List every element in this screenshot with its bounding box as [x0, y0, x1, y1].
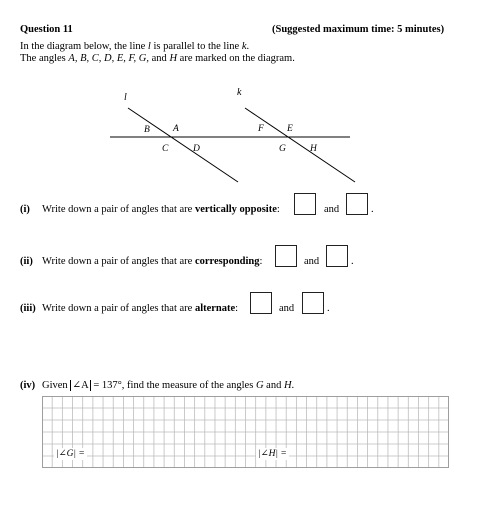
angle-A-notation: ∠A [72, 380, 89, 391]
part-ii-answer-box-2[interactable] [326, 245, 348, 267]
label-A: A [173, 124, 179, 134]
part-i-and: and [324, 204, 340, 215]
part-iii-and: and [279, 303, 295, 314]
part-i-text: (i) Write down a pair of angles that are vertically opposite: [20, 204, 280, 215]
label-C: C [162, 144, 169, 154]
angle-G-answer-label: |∠G| = [56, 449, 85, 459]
intro-line-2: The angles A, B, C, D, E, F, G, and H are marked on the diagram. [20, 53, 295, 64]
label-G: G [279, 144, 286, 154]
label-H: H [310, 144, 317, 154]
label-B: B [144, 125, 150, 135]
label-F: F [258, 124, 264, 134]
part-iii-text: (iii) Write down a pair of angles that are alternate: [20, 303, 239, 314]
part-i-answer-box-2[interactable] [346, 193, 368, 215]
label-k: k [237, 87, 242, 98]
answer-grid[interactable] [42, 396, 449, 468]
part-ii-period: . [351, 256, 354, 267]
line-k [245, 108, 355, 182]
intro-line-1: In the diagram below, the line l is parallel to the line k. [20, 41, 250, 52]
part-i-period: . [371, 204, 374, 215]
part-iii-answer-box-1[interactable] [250, 292, 272, 314]
part-ii-and: and [304, 256, 320, 267]
part-iii-answer-box-2[interactable] [302, 292, 324, 314]
angle-H-answer-label: |∠H| = [258, 449, 287, 459]
suggested-time: (Suggested maximum time: 5 minutes) [272, 24, 445, 35]
line-l [128, 108, 238, 182]
part-i-answer-box-1[interactable] [294, 193, 316, 215]
part-ii-text: (ii) Write down a pair of angles that are corresponding: [20, 256, 263, 267]
question-title: Question 11 [20, 24, 73, 35]
part-ii-answer-box-1[interactable] [275, 245, 297, 267]
label-E: E [287, 124, 293, 134]
parallel-lines-diagram [0, 0, 479, 200]
label-D: D [193, 144, 200, 154]
part-iv-text: (iv) Given ∠A = 137°, find the measure of the angles G and H. [20, 380, 295, 391]
part-iii-period: . [327, 303, 330, 314]
grid-lines [42, 396, 449, 468]
label-l: l [124, 92, 127, 103]
